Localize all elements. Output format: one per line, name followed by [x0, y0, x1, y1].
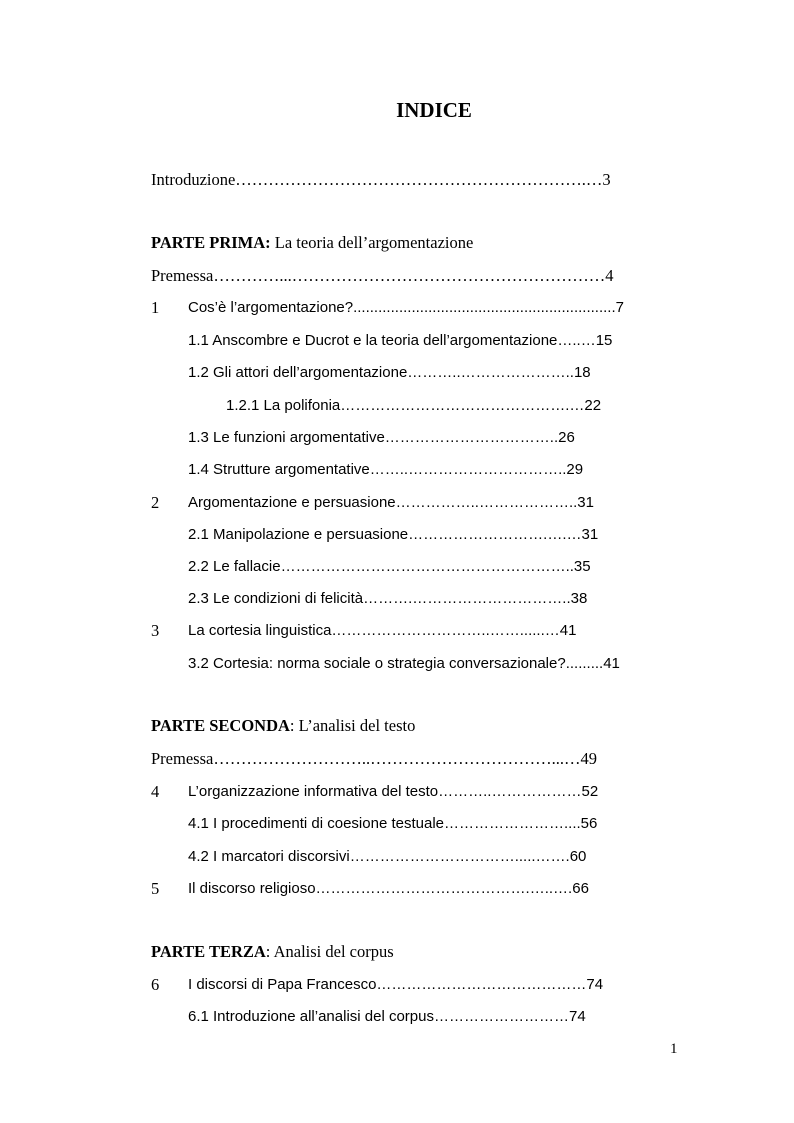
chapter-number: 1 [151, 298, 160, 317]
part-title: : Analisi del corpus [265, 942, 394, 961]
chapter-title: L’organizzazione informativa del testo………..………………52 [188, 783, 599, 800]
toc-entry-1-3[interactable]: 1.3 Le funzioni argomentative……………………………..26 [188, 429, 575, 446]
toc-entry-premessa-1[interactable]: Premessa…………...…………………………………………………4 [151, 266, 614, 285]
part-label: PARTE TERZA [151, 942, 266, 961]
chapter-number: 2 [151, 493, 160, 512]
toc-entry-premessa-2[interactable]: Premessa………………………..……………………………...…49 [151, 749, 597, 768]
toc-entry-2-2[interactable]: 2.2 Le fallacie…………………………………………………..35 [188, 558, 591, 575]
part-heading-terza [151, 944, 394, 961]
chapter-title: Argomentazione e persuasione……………..………………..31 [188, 494, 594, 511]
index-title: INDICE [396, 98, 472, 122]
chapter-number: 6 [151, 975, 160, 994]
toc-entry-4-2[interactable]: 4.2 I marcatori discorsivi…………………………….....…….60 [188, 848, 587, 865]
part-heading-seconda [151, 718, 415, 735]
part-title: La teoria dell’argomentazione [270, 233, 474, 252]
chapter-title: Cos’è l’argomentazione?...............................................................7 [188, 299, 624, 316]
chapter-number: 4 [151, 782, 160, 801]
chapter-title: I discorsi di Papa Francesco……………………………………74 [188, 976, 604, 993]
toc-entry-introduzione[interactable]: Introduzione……………………………………………………….…3 [151, 170, 611, 189]
toc-entry-2-3[interactable]: 2.3 Le condizioni di felicità……….…………………………..38 [188, 590, 588, 607]
part-label: PARTE PRIMA: [151, 233, 271, 252]
toc-entry-1-2[interactable]: 1.2 Gli attori dell’argomentazione………..…………………..18 [188, 364, 591, 381]
chapter-number: 5 [151, 879, 160, 898]
page-number: 1 [670, 1041, 678, 1057]
part-label: PARTE SECONDA [151, 716, 290, 735]
chapter-number: 3 [151, 621, 160, 640]
toc-entry-3-2[interactable]: 3.2 Cortesia: norma sociale o strategia conversazionale?.........41 [188, 655, 620, 672]
toc-entry-4-1[interactable]: 4.1 I procedimenti di coesione testuale……………………....56 [188, 815, 598, 832]
toc-entry-1-2-1[interactable]: 1.2.1 La polifonia……………………………………….…22 [226, 397, 602, 414]
part-title: : L’analisi del testo [289, 716, 416, 735]
chapter-title: La cortesia linguistica…………………………..……......…41 [188, 622, 577, 639]
toc-entry-1-1[interactable]: 1.1 Anscombre e Ducrot e la teoria dell’argomentazione…..…15 [188, 332, 613, 349]
toc-entry-2-1[interactable]: 2.1 Manipolazione e persuasione……………………….….…31 [188, 526, 599, 543]
part-heading-prima [151, 235, 473, 252]
toc-entry-1-4[interactable]: 1.4 Strutture argomentative……..…………………………..29 [188, 461, 584, 478]
chapter-title: Il discorso religioso…………………………………….…..….66 [188, 880, 589, 897]
toc-entry-6-1[interactable]: 6.1 Introduzione all’analisi del corpus………………………74 [188, 1008, 586, 1025]
